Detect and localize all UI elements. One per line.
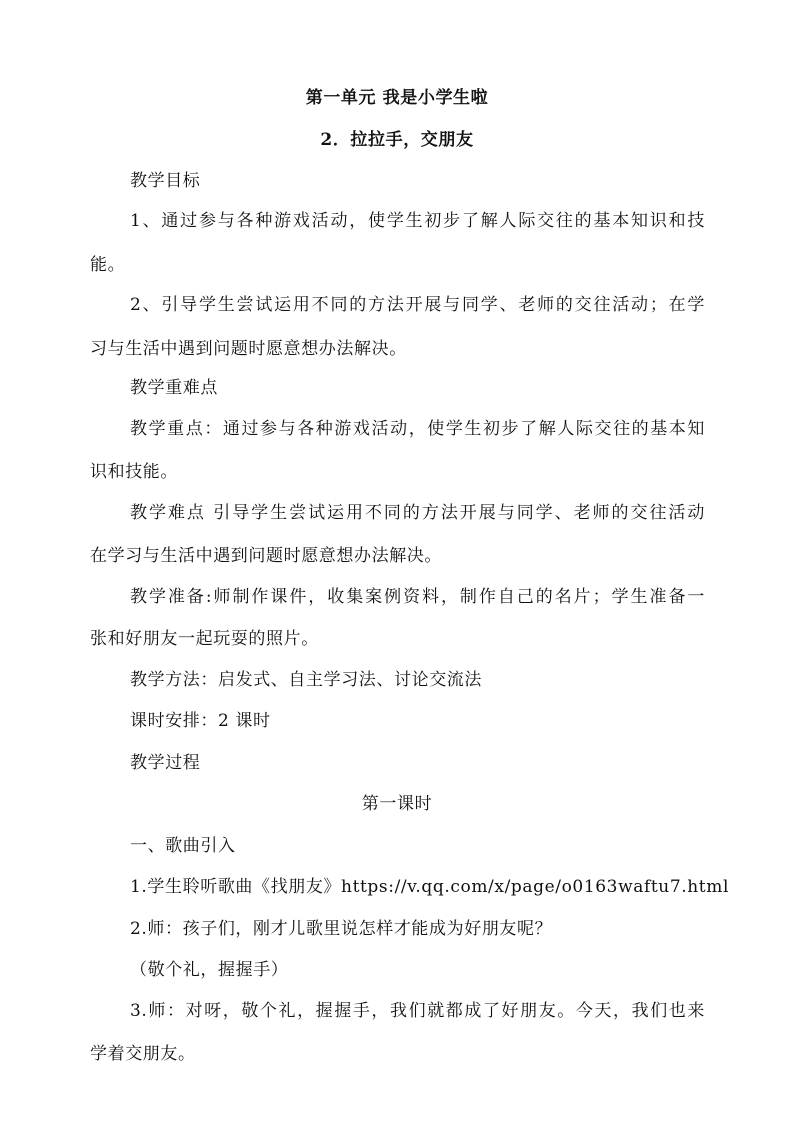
step-2-question: 2.师：孩子们，刚才儿歌里说怎样才能成为好朋友呢？ [130,919,553,939]
step-2-answer: （敬个礼，握握手） [130,960,289,980]
key-point-line-1: 教学重点：通过参与各种游戏活动，使学生初步了解人际交往的基本知 [130,419,705,439]
objectives-heading: 教学目标 [130,171,201,191]
unit-title: 第一单元 我是小学生啦 [305,88,489,108]
difficult-point-line-2: 在学习与生活中遇到问题时愿意想办法解决。 [90,546,442,566]
step-3-line-1: 3.师：对呀，敬个礼，握握手，我们就都成了好朋友。今天，我们也来 [130,1001,705,1021]
key-points-heading: 教学重难点 [130,378,218,398]
class-schedule: 课时安排：2 课时 [130,711,271,731]
process-heading: 教学过程 [130,753,201,773]
lesson-title: 2．拉拉手，交朋友 [320,130,474,150]
preparation-line-1: 教学准备:师制作课件，收集案例资料，制作自己的名片；学生准备一 [130,587,705,607]
teaching-methods: 教学方法：启发式、自主学习法、讨论交流法 [130,670,482,690]
difficult-point-line-1: 教学难点 引导学生尝试运用不同的方法开展与同学、老师的交往活动 [130,503,705,523]
objective-2-line-1: 2、引导学生尝试运用不同的方法开展与同学、老师的交往活动；在学 [130,295,705,315]
step-3-line-2: 学着交朋友。 [90,1044,196,1064]
key-point-line-2: 识和技能。 [90,462,178,482]
preparation-line-2: 张和好朋友一起玩耍的照片。 [90,629,319,649]
period-title: 第一课时 [361,794,433,814]
section-song-intro: 一、歌曲引入 [130,836,236,856]
objective-1-line-1: 1、通过参与各种游戏活动，使学生初步了解人际交往的基本知识和技 [130,211,705,231]
step-1-listen-song: 1.学生聆听歌曲《找朋友》https://v.qq.com/x/page/o0163waftu7.html [130,877,729,897]
objective-1-line-2: 能。 [90,255,126,275]
objective-2-line-2: 习与生活中遇到问题时愿意想办法解决。 [90,339,407,359]
